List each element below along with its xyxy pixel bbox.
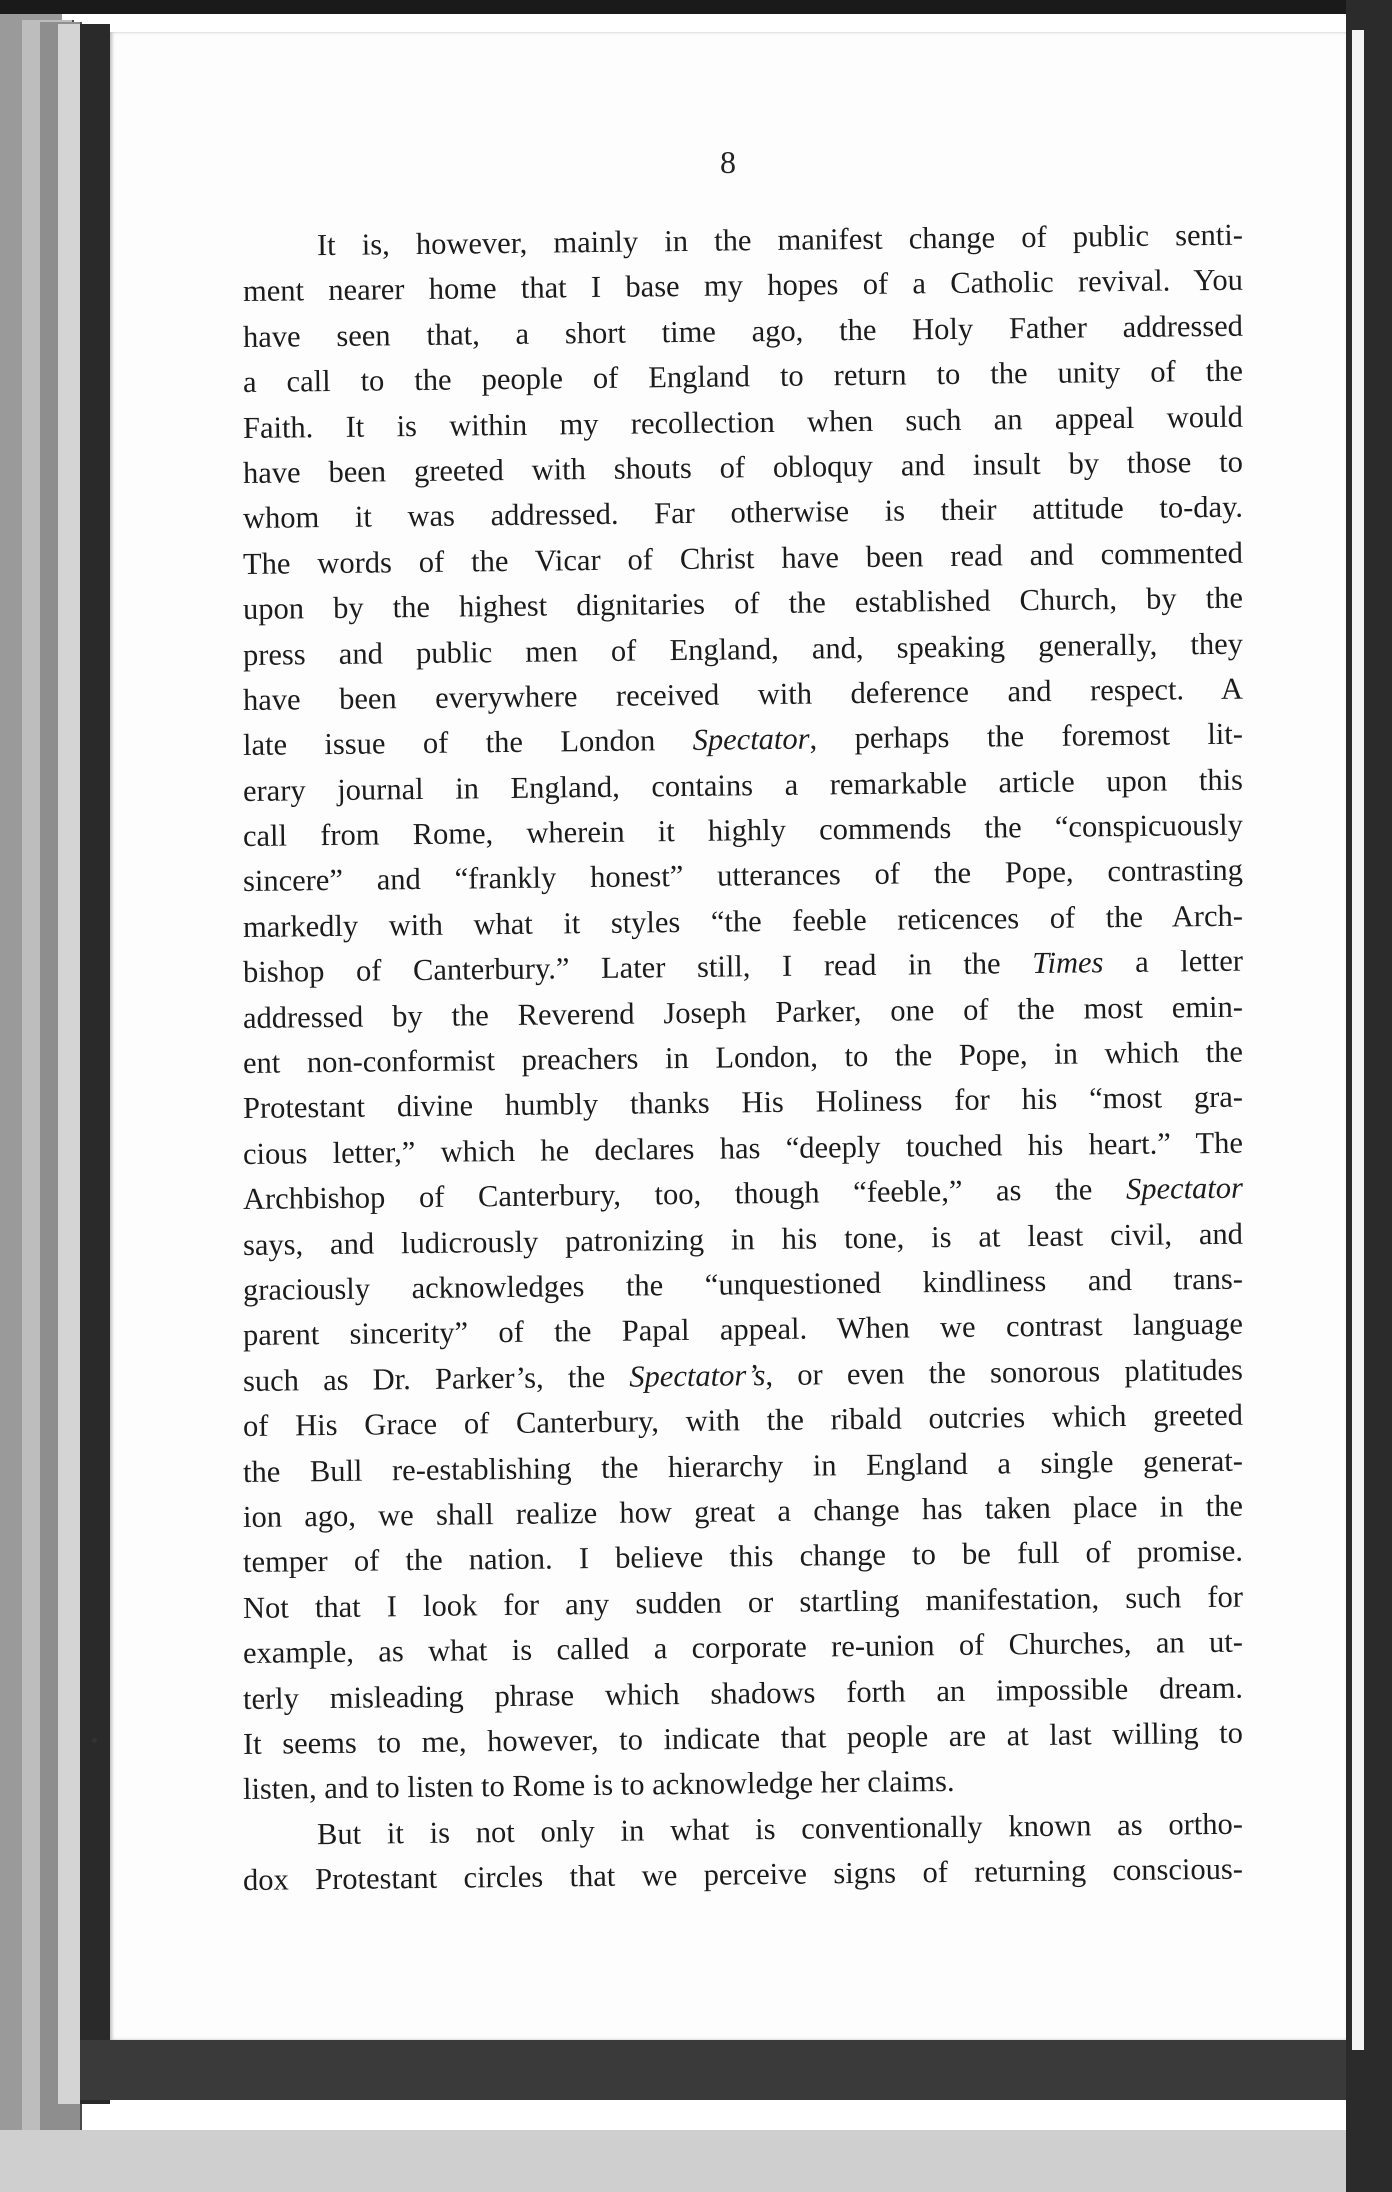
line-text: says, and ludicrously patronizing in his tone, is at least civil, and: [242, 1216, 1244, 1262]
line-text: It is, however, mainly in the manifest change of public senti-: [316, 217, 1244, 263]
line-text: of His Grace of Canterbury, with the ribald outcries which greeted: [242, 1397, 1244, 1444]
line-text: a call to the people of England to return to the unity of the: [242, 353, 1244, 400]
line-text: press and public men of England, and, speaking generally, they: [242, 626, 1244, 672]
page-number: 8: [720, 144, 736, 180]
line-text: But it is not only in what is conventionally known as ortho-: [316, 1806, 1244, 1851]
line-text: ment nearer home that I base my hopes of a Catholic revival. You: [242, 263, 1244, 309]
line-text: , perhaps the foremost lit-: [809, 716, 1244, 756]
line-text: have been greeted with shouts of obloquy and insult by those to: [242, 444, 1244, 490]
italic-title: Spectator’s: [629, 1357, 766, 1394]
line-text: bishop of Canterbury.” Later still, I read in the: [242, 946, 1033, 990]
line-text: temper of the nation. I believe this change to be full of promise.: [242, 1533, 1244, 1580]
margin-mark: [92, 1738, 97, 1743]
scan-bottom-band: [0, 2130, 1392, 2192]
book-page: [110, 32, 1346, 2040]
line-text: whom it was addressed. Far otherwise is their attitude to-day.: [242, 490, 1244, 536]
line-text: parent sincerity” of the Papal appeal. When we contrast language: [242, 1307, 1244, 1353]
line-text: addressed by the Reverend Joseph Parker, one of the most emin-: [242, 989, 1244, 1035]
line-text: ion ago, we shall realize how great a change has taken place in the: [242, 1488, 1244, 1534]
line-text: Not that I look for any sudden or startling manifestation, such for: [242, 1579, 1244, 1625]
line-text: Archbishop of Canterbury, too, though “feeble,” as the: [242, 1172, 1127, 1217]
line-text: listen, and to listen to Rome is to acknowledge her claims.: [242, 1764, 955, 1807]
line-text: late issue of the London: [242, 723, 693, 763]
line-text: cious letter,” which he declares has “deeply touched his heart.” The: [242, 1125, 1244, 1171]
line-text: dox Protestant circles that we perceive signs of returning conscious-: [242, 1851, 1244, 1898]
line-text: Protestant divine humbly thanks His Holiness for his “most gra-: [242, 1080, 1244, 1126]
line-text: The words of the Vicar of Christ have been read and commented: [242, 535, 1244, 581]
page-bottom-shadow: [80, 2040, 1350, 2100]
line-text: example, as what is called a corporate re-union of Churches, an ut-: [242, 1624, 1244, 1671]
scan-top-band: [0, 0, 1392, 14]
line-text: , or even the sonorous platitudes: [765, 1352, 1244, 1392]
italic-title: Times: [1032, 945, 1104, 981]
facing-page-strip: [1352, 30, 1364, 2050]
line-text: upon by the highest dignitaries of the established Church, by the: [242, 580, 1244, 627]
italic-title: Spectator: [1125, 1170, 1244, 1207]
line-text: have been everywhere received with deference and respect. A: [242, 671, 1244, 717]
line-text: markedly with what it styles “the feeble reticences of the Arch-: [242, 898, 1244, 944]
line-text: a letter: [1103, 943, 1244, 980]
line-text: sincere” and “frankly honest” utterances of the Pope, contrasting: [242, 853, 1244, 899]
line-text: call from Rome, wherein it highly commends the “conspicuously: [242, 807, 1244, 854]
line-text: erary journal in England, contains a remarkable article upon this: [242, 762, 1244, 808]
page-left-shadow: [80, 24, 110, 2104]
line-text: It seems to me, however, to indicate that people are at last willing to: [242, 1715, 1244, 1761]
line-text: ent non-conformist preachers in London, to the Pope, in which the: [242, 1034, 1244, 1081]
line-text: have seen that, a short time ago, the Holy Father addressed: [242, 308, 1244, 354]
line-text: such as Dr. Parker’s, the: [242, 1359, 630, 1398]
italic-title: Spectator: [692, 721, 810, 758]
body-text: [242, 217, 1244, 1903]
line-text: Faith. It is within my recollection when such an appeal would: [242, 399, 1244, 445]
line-text: terly misleading phrase which shadows forth an impossible dream.: [242, 1670, 1244, 1716]
line-text: graciously acknowledges the “unquestioned kindliness and trans-: [242, 1261, 1244, 1307]
line-text: the Bull re-establishing the hierarchy in England a single generat-: [242, 1443, 1244, 1489]
